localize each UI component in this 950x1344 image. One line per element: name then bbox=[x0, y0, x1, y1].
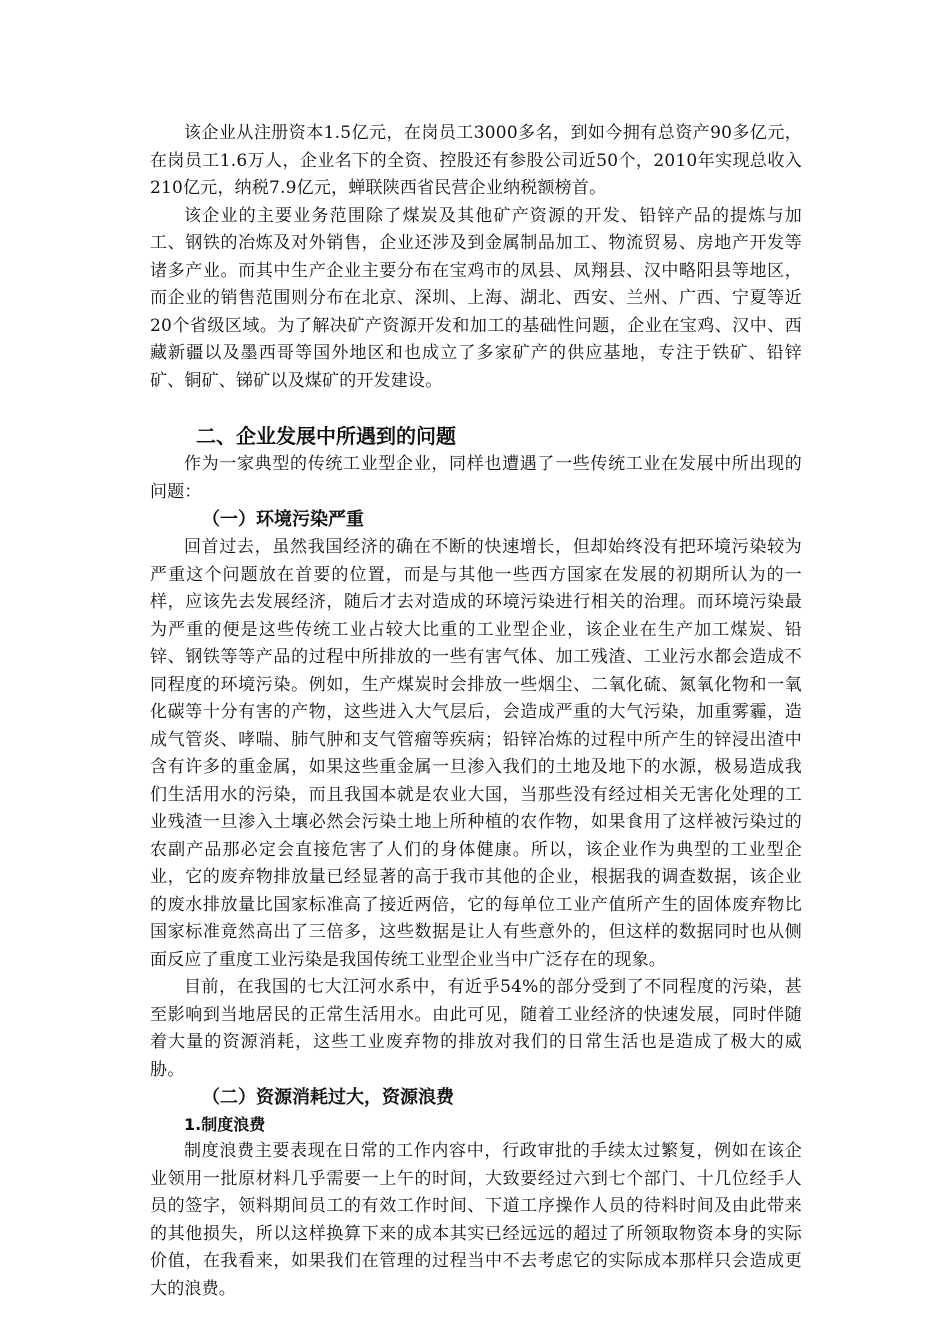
institutional-waste-paragraph: 制度浪费主要表现在日常的工作内容中，行政审批的手续太过繁复，例如在该企业领用一批原材料几乎需要一上午的时间，大致要经过六到七个部门、十几位经手人员的签字，领料期间员工的有效工作时间、下道工序操作人员的待料时间及由此带来的其他损失，所以这样换算下来的成本其实已经远远的超过了所领取物资本身的实际价值，在我看来，如果我们在管理的过程当中不去考虑它的实际成本那样只会造成更大的浪费。 bbox=[150, 1141, 802, 1299]
intro-paragraph-1: 该企业从注册资本1.5亿元，在岗员工3000多名，到如今拥有总资产90多亿元，在岗员工1.6万人，企业名下的全资、控股还有参股公司近50个，2010年实现总收入210亿元，纳税7.9亿元，蝉联陕西省民营企业纳税额榜首。 bbox=[150, 123, 802, 198]
subsection-heading-resources: （二）资源消耗过大，资源浪费 bbox=[202, 1087, 454, 1108]
subsection-heading-pollution: （一）环境污染严重 bbox=[202, 509, 364, 530]
section-intro-paragraph: 作为一家典型的传统工业型企业，同样也遭遇了一些传统工业在发展中所出现的问题： bbox=[150, 454, 802, 502]
intro-paragraph-2: 该企业的主要业务范围除了煤炭及其他矿产资源的开发、铅锌产品的提炼与加工、钢铁的冶炼及对外销售，企业还涉及到金属制品加工、物流贸易、房地产开发等诸多产业。而其中生产企业主要分布在宝鸡市的凤县、凤翔县、汉中略阳县等地区，而企业的销售范围则分布在北京、深圳、上海、湖北、西安、兰州、广西、宁夏等近20个省级区域。为了解决矿产资源开发和加工的基础性问题，企业在宝鸡、汉中、西藏新疆以及墨西哥等国外地区和也成立了多家矿产的供应基地，专注于铁矿、铅锌矿、铜矿、锑矿以及煤矿的开发建设。 bbox=[150, 205, 802, 391]
section-heading-problems: 二、企业发展中所遇到的问题 bbox=[196, 424, 456, 448]
pollution-paragraph-1: 回首过去，虽然我国经济的确在不断的快速增长，但却始终没有把环境污染较为严重这个问题放在首要的位置，而是与其他一些西方国家在发展的初期所认为的一样，应该先去发展经济，随后才去对造成的环境污染进行相关的治理。而环境污染最为严重的便是这些传统工业占较大比重的工业型企业，该企业在生产加工煤炭、铅锌、钢铁等等产品的过程中所排放的一些有害气体、加工残渣、工业污水都会造成不同程度的环境污染。例如，生产煤炭时会排放一些烟尘、二氧化硫、氮氧化物和一氧化碳等十分有害的产物，这些进入大气层后，会造成严重的大气污染，加重雾霾，造成气管炎、哮喘、肺气肿和支气管瘤等疾病；铅锌冶炼的过程中所产生的锌浸出渣中含有许多的重金属，如果这些重金属一旦渗入我们的土地及地下的水源，极易造成我们生活用水的污染，而且我国本就是农业大国，当那些没有经过相关无害化处理的工业残渣一旦渗入土壤必然会污染土地上所种植的农作物，如果食用了这样被污染过的农副产品那必定会直接危害了人们的身体健康。所以，该企业作为典型的工业型企业，它的废弃物排放量已经显著的高于我市其他的企业，根据我的调查数据，该企业的废水排放量比国家标准高了接近两倍，它的每单位工业产值所产生的固体废弃物比国家标准竟然高出了三倍多，这些数据是让人有些意外的，但这样的数据同时也从侧面反应了重度工业污染是我国传统工业型企业当中广泛存在的现象。 bbox=[150, 537, 802, 970]
item-heading-institutional-waste: 1.制度浪费 bbox=[184, 1115, 266, 1134]
document-page bbox=[150, 120, 802, 1303]
pollution-paragraph-2: 目前，在我国的七大江河水系中，有近乎54%的部分受到了不同程度的污染，甚至影响到当地居民的正常生活用水。由此可见，随着工业经济的快速发展，同时伴随着大量的资源消耗，这些工业废弃物的排放对我们的日常生活也是造成了极大的威胁。 bbox=[150, 977, 802, 1080]
